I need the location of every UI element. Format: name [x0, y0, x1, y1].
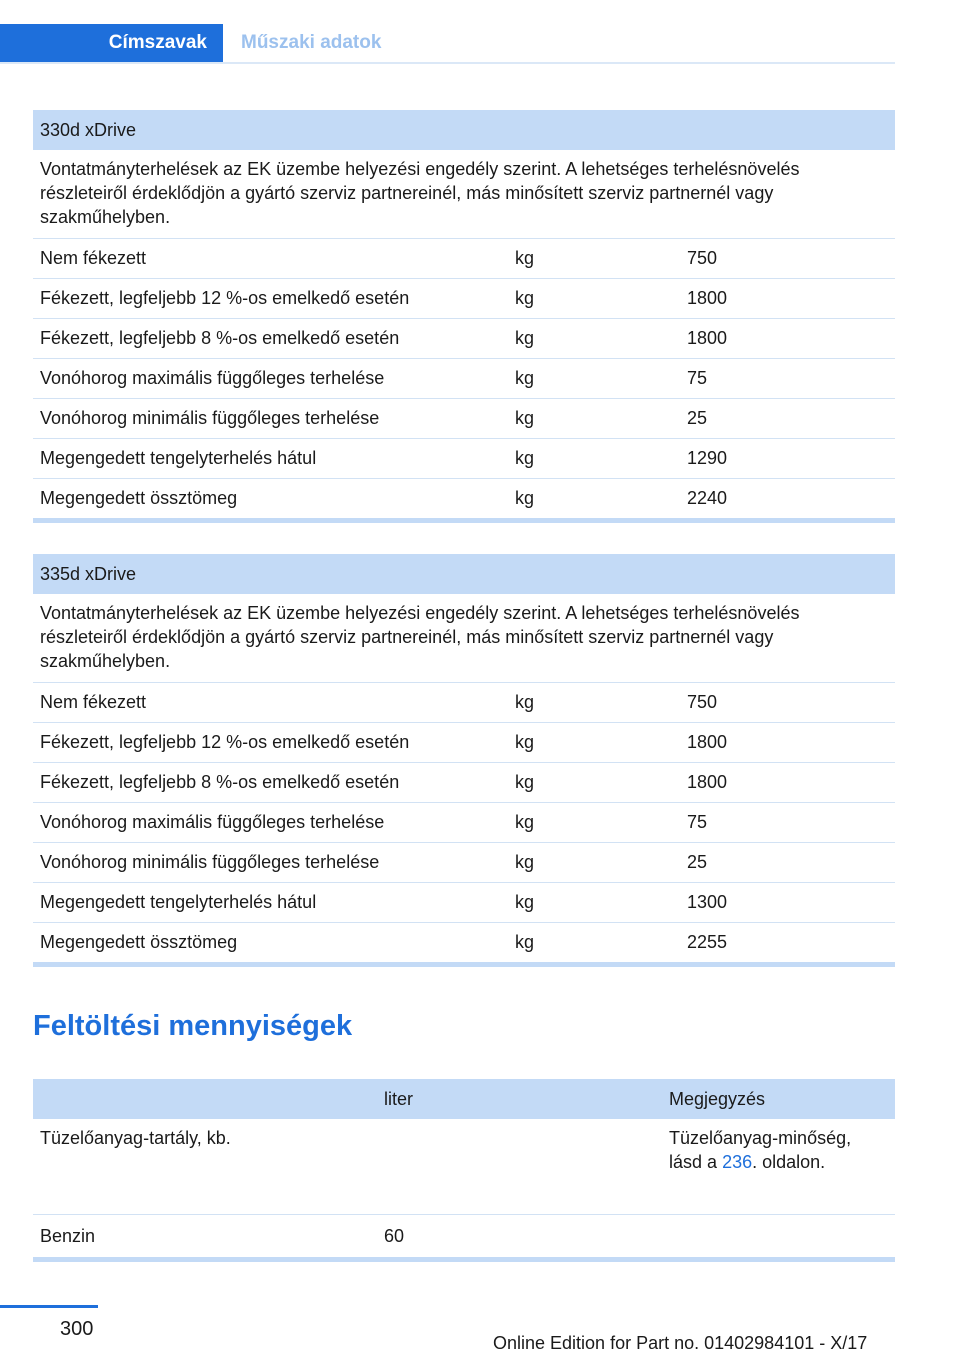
row-unit: kg [515, 932, 535, 952]
row-label: Fékezett, legfeljebb 8 %-os emelkedő esetén [40, 772, 400, 792]
row-value: 60 [384, 1226, 405, 1246]
table-row [33, 1119, 895, 1215]
spec-table-335d [33, 554, 895, 967]
page-number: 300 [60, 1318, 94, 1340]
row-unit: kg [515, 448, 535, 468]
table-row [33, 843, 895, 883]
tab-cimszavak[interactable]: Címszavak [0, 24, 223, 62]
row-label: Megengedett tengelyterhelés hátul [40, 448, 317, 468]
row-unit: kg [515, 488, 535, 508]
table-row [33, 923, 895, 967]
row-value: 1300 [687, 892, 728, 912]
header-liter: liter [384, 1088, 414, 1109]
table-description: Vontatmányterhelések az EK üzembe helyezési engedély szerint. A lehetséges terhelésnövelés részleteiről érdeklődjön a gyártó szerviz partnereinél, más minősített szerviz partnernél vagy szakműhelyben. [33, 594, 895, 683]
table-row [33, 803, 895, 843]
fill-quantities-table [33, 1079, 895, 1262]
row-unit: kg [515, 892, 535, 912]
row-value: 75 [687, 812, 708, 832]
row-value [378, 1126, 663, 1214]
row-value: 25 [687, 408, 708, 428]
row-label: Megengedett össztömeg [40, 488, 238, 508]
row-value: 75 [687, 368, 708, 388]
row-unit: kg [515, 812, 535, 832]
note-suffix: . oldalon. [752, 1152, 826, 1172]
section-title-feltoltesi-mennyisegek: Feltöltési mennyiségek [33, 1010, 353, 1042]
spec-table-330d [33, 110, 895, 523]
row-value: 1290 [687, 448, 728, 468]
row-label: Nem fékezett [40, 248, 147, 268]
table-row [33, 439, 895, 479]
row-unit: kg [515, 408, 535, 428]
tab-muszaki-adatok[interactable]: Műszaki adatok [241, 32, 382, 53]
table-row [33, 1215, 895, 1262]
table-row [33, 683, 895, 723]
row-label: Tüzelőanyag-tartály, kb. [40, 1128, 231, 1148]
fill-table-header [33, 1079, 895, 1119]
table-row [33, 479, 895, 523]
table-row [33, 723, 895, 763]
row-value: 750 [687, 692, 718, 712]
footer-edition-text: Online Edition for Part no. 01402984101 - X/17 [493, 1333, 868, 1353]
row-label: Fékezett, legfeljebb 8 %-os emelkedő esetén [40, 328, 400, 348]
row-unit: kg [515, 368, 535, 388]
table-row [33, 359, 895, 399]
header-megjegyzes: Megjegyzés [669, 1088, 766, 1109]
row-label: Vonóhorog maximális függőleges terhelése [40, 812, 385, 832]
row-label: Fékezett, legfeljebb 12 %-os emelkedő esetén [40, 288, 410, 308]
page-number-bar [0, 1305, 98, 1308]
row-note [663, 1126, 895, 1214]
row-unit: kg [515, 692, 535, 712]
row-unit: kg [515, 852, 535, 872]
row-value: 2240 [687, 488, 728, 508]
row-label: Benzin [40, 1226, 96, 1246]
table-model-header: 330d xDrive [33, 110, 895, 150]
row-unit: kg [515, 328, 535, 348]
row-unit: kg [515, 732, 535, 752]
table-model-header: 335d xDrive [33, 554, 895, 594]
row-value: 25 [687, 852, 708, 872]
row-unit: kg [515, 772, 535, 792]
row-value: 1800 [687, 732, 728, 752]
row-label: Vonóhorog minimális függőleges terhelése [40, 852, 380, 872]
note-prefix: lásd a [669, 1152, 718, 1172]
row-label: Vonóhorog maximális függőleges terhelése [40, 368, 385, 388]
table-description: Vontatmányterhelések az EK üzembe helyezési engedély szerint. A lehetséges terhelésnövelés részleteiről érdeklődjön a gyártó szerviz partnereinél, más minősített szerviz partnernél vagy szakműhelyben. [33, 150, 895, 239]
row-unit: kg [515, 248, 535, 268]
row-value: 2255 [687, 932, 728, 952]
table-row [33, 883, 895, 923]
row-value: 1800 [687, 328, 728, 348]
table-row [33, 239, 895, 279]
tab-bar [0, 24, 895, 64]
row-value: 1800 [687, 772, 728, 792]
table-row [33, 399, 895, 439]
row-label: Megengedett tengelyterhelés hátul [40, 892, 317, 912]
row-value: 1800 [687, 288, 728, 308]
row-label: Megengedett össztömeg [40, 932, 238, 952]
table-row [33, 279, 895, 319]
row-unit: kg [515, 288, 535, 308]
table-row [33, 319, 895, 359]
table-row [33, 763, 895, 803]
page-reference-link[interactable]: 236 [722, 1152, 753, 1172]
row-label: Nem fékezett [40, 692, 147, 712]
row-value: 750 [687, 248, 718, 268]
row-label: Vonóhorog minimális függőleges terhelése [40, 408, 380, 428]
note-line1: Tüzelőanyag-minőség, [669, 1128, 852, 1148]
row-label: Fékezett, legfeljebb 12 %-os emelkedő esetén [40, 732, 410, 752]
